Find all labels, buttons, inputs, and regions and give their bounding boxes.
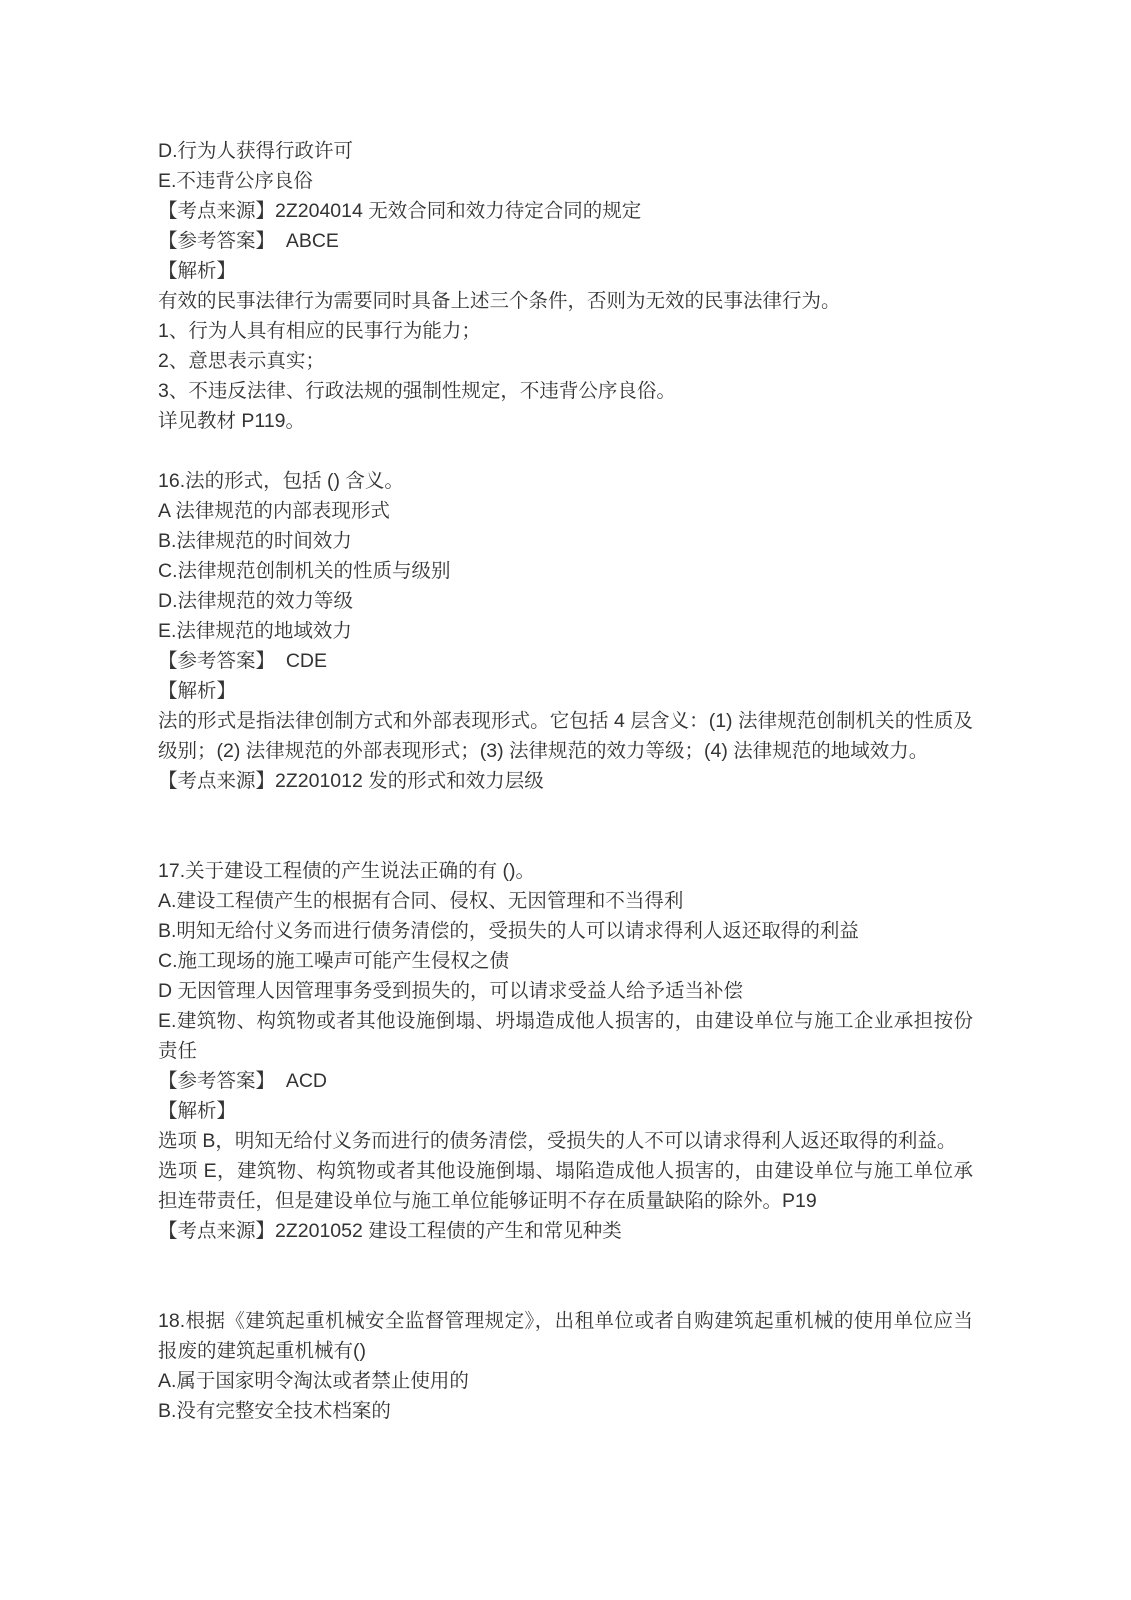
question-15-tail-analysis-item-3: 3、不违反法律、行政法规的强制性规定，不违背公序良俗。 bbox=[158, 380, 676, 402]
question-15-tail-option-e: E.不违背公序良俗 bbox=[158, 170, 313, 192]
question-17-question-text: 17.关于建设工程债的产生说法正确的有 ()。 bbox=[158, 860, 536, 882]
question-15-tail-textbook-reference: 详见教材 P119。 bbox=[158, 410, 306, 432]
question-15-tail bbox=[158, 136, 973, 436]
question-17-analysis-option-b: 选项 B，明知无给付义务而进行的债务清偿，受损失的人不可以请求得利人返还取得的利益。 bbox=[158, 1130, 957, 1152]
question-18-option-b: B.没有完整安全技术档案的 bbox=[158, 1400, 391, 1422]
question-17-source-line: 【考点来源】2Z201052 建设工程债的产生和常见种类 bbox=[158, 1220, 622, 1242]
question-16-analysis-heading: 【解析】 bbox=[158, 680, 237, 702]
question-17-answer-line: 【参考答案】 ACD bbox=[158, 1070, 328, 1092]
question-16-option-c: C.法律规范创制机关的性质与级别 bbox=[158, 560, 451, 582]
question-18 bbox=[158, 1306, 973, 1426]
question-15-tail-analysis-item-1: 1、行为人具有相应的民事行为能力； bbox=[158, 320, 481, 342]
question-18-question-text: 18.根据《建筑起重机械安全监督管理规定》，出租单位或者自购建筑起重机械的使用单位应当报废的建筑起重机械有() bbox=[158, 1310, 973, 1362]
question-17-option-a: A.建设工程债产生的根据有合同、侵权、无因管理和不当得利 bbox=[158, 890, 684, 912]
question-15-tail-answer-line: 【参考答案】 ABCE bbox=[158, 230, 339, 252]
question-15-tail-option-d: D.行为人获得行政许可 bbox=[158, 140, 354, 162]
question-17-option-e: E.建筑物、构筑物或者其他设施倒塌、坍塌造成他人损害的，由建设单位与施工企业承担按份责任 bbox=[158, 1010, 973, 1062]
question-17-analysis-option-e: 选项 E，建筑物、构筑物或者其他设施倒塌、塌陷造成他人损害的，由建设单位与施工单位承担连带责任，但是建设单位与施工单位能够证明不存在质量缺陷的除外。P19 bbox=[158, 1160, 973, 1212]
question-16-option-e: E.法律规范的地域效力 bbox=[158, 620, 352, 642]
question-16-option-d: D.法律规范的效力等级 bbox=[158, 590, 354, 612]
question-16-answer-line: 【参考答案】 CDE bbox=[158, 650, 328, 672]
question-15-tail-analysis-heading: 【解析】 bbox=[158, 260, 237, 282]
question-16 bbox=[158, 466, 973, 796]
question-17 bbox=[158, 856, 973, 1246]
question-15-tail-source-line: 【考点来源】2Z204014 无效合同和效力待定合同的规定 bbox=[158, 200, 642, 222]
question-17-option-d: D 无因管理人因管理事务受到损失的，可以请求受益人给予适当补偿 bbox=[158, 980, 744, 1002]
sections-container bbox=[158, 136, 973, 1426]
question-18-option-a: A.属于国家明令淘汰或者禁止使用的 bbox=[158, 1370, 469, 1392]
question-15-tail-analysis-item-2: 2、意思表示真实； bbox=[158, 350, 325, 372]
question-16-source-line: 【考点来源】2Z201012 发的形式和效力层级 bbox=[158, 770, 544, 792]
question-16-option-b: B.法律规范的时间效力 bbox=[158, 530, 352, 552]
question-17-analysis-heading: 【解析】 bbox=[158, 1100, 237, 1122]
question-17-option-b: B.明知无给付义务而进行债务清偿的，受损失的人可以请求得利人返还取得的利益 bbox=[158, 920, 859, 942]
question-16-option-a: A 法律规范的内部表现形式 bbox=[158, 500, 390, 522]
question-16-question-text: 16.法的形式，包括 () 含义。 bbox=[158, 470, 404, 492]
question-16-analysis-text: 法的形式是指法律创制方式和外部表现形式。它包括 4 层含义：(1) 法律规范创制机关的性质及级别；(2) 法律规范的外部表现形式；(3) 法律规范的效力等级；(4) 法律规范的地域效力。 bbox=[158, 710, 973, 762]
question-15-tail-analysis-text: 有效的民事法律行为需要同时具备上述三个条件，否则为无效的民事法律行为。 bbox=[158, 290, 841, 312]
question-17-option-c: C.施工现场的施工噪声可能产生侵权之债 bbox=[158, 950, 510, 972]
